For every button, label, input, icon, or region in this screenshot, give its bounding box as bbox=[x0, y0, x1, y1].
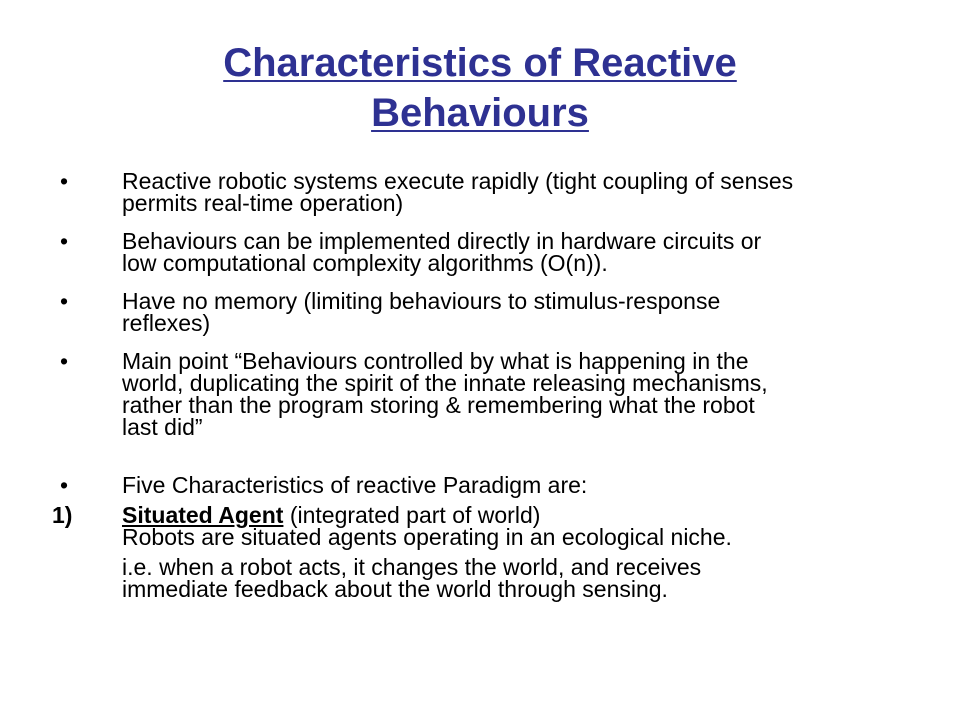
title-line-2: Behaviours bbox=[371, 91, 589, 135]
bullet-item-4 bbox=[60, 350, 920, 438]
bullet-marker: • bbox=[60, 472, 69, 498]
bullet-text-line: Have no memory (limiting behaviours to stimulus-response bbox=[122, 288, 721, 314]
bullet-text-line: Behaviours can be implemented directly in hardware circuits or bbox=[122, 228, 762, 254]
slide-body bbox=[52, 168, 920, 602]
situated-agent-term: Situated Agent bbox=[122, 502, 284, 528]
slide-title bbox=[100, 38, 860, 138]
bullet-text-line: rather than the program storing & remembering what the robot bbox=[122, 392, 755, 418]
bullet-text-line: low computational complexity algorithms (O(n)). bbox=[122, 250, 608, 276]
bullet-item-1 bbox=[60, 170, 920, 214]
numbered-text-line: Robots are situated agents operating in an ecological niche. bbox=[122, 524, 732, 550]
numbered-heading-line bbox=[122, 504, 920, 526]
bullet-text-line: Five Characteristics of reactive Paradigm are: bbox=[122, 472, 588, 498]
continuation-text-line: immediate feedback about the world through sensing. bbox=[122, 576, 668, 602]
number-marker: 1) bbox=[52, 502, 73, 528]
bullet-text-line: reflexes) bbox=[122, 310, 211, 336]
bullet-text-line: last did” bbox=[122, 414, 203, 440]
bullet-item-5 bbox=[60, 474, 920, 496]
bullet-marker: • bbox=[60, 348, 69, 374]
term-suffix: (integrated part of world) bbox=[283, 502, 541, 528]
bullet-text-line: permits real-time operation) bbox=[122, 190, 404, 216]
numbered-item-1 bbox=[52, 502, 920, 550]
bullet-item-2 bbox=[60, 230, 920, 274]
bullet-marker: • bbox=[60, 228, 69, 254]
bullet-marker: • bbox=[60, 288, 69, 314]
numbered-continuation bbox=[60, 556, 920, 600]
continuation-text-line: i.e. when a robot acts, it changes the world, and receives bbox=[122, 554, 702, 580]
bullet-item-3 bbox=[60, 290, 920, 334]
bullet-text-line: Reactive robotic systems execute rapidly (tight coupling of senses bbox=[122, 168, 794, 194]
bullet-text-line: Main point “Behaviours controlled by what is happening in the bbox=[122, 348, 749, 374]
title-line-1: Characteristics of Reactive bbox=[223, 41, 737, 85]
bullet-marker: • bbox=[60, 168, 69, 194]
bullet-text-line: world, duplicating the spirit of the innate releasing mechanisms, bbox=[122, 370, 768, 396]
